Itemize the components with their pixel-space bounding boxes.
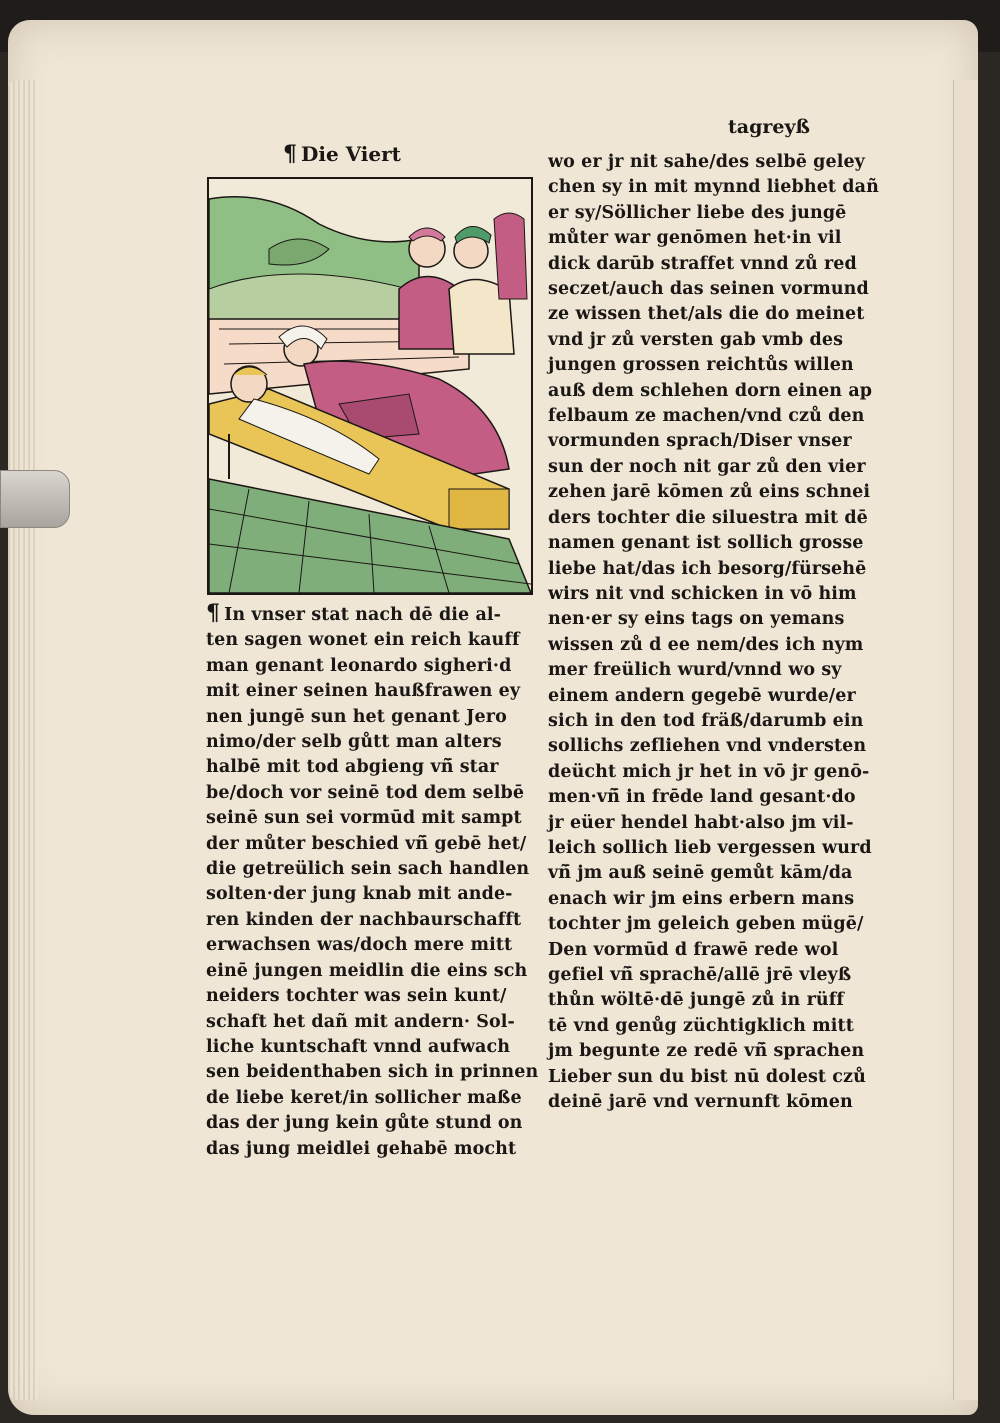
text-line: sen beidenthaben sich in prinnen [206,1062,539,1083]
facing-page-edge [953,80,978,1400]
text-line: thůn wöltē·dē jungē zů in rüff [548,990,844,1011]
text-line: liche kuntschaft vnnd aufwach [206,1036,511,1057]
text-line: ren kinden der nachbaurschafft [206,909,522,930]
text-line: můter war genōmen het·in vil [548,228,842,249]
text-line: nen jungē sun het genant Jero [206,706,507,727]
text-line: nimo/der selb gůtt man alters [206,732,502,753]
text-line: einē jungen meidlin die eins sch [206,960,528,981]
text-line: seinē sun sei vormūd mit sampt [206,808,522,829]
text-line: tē vnd genůg züchtigklich mitt [548,1015,854,1036]
text-line: das der jung kein gůte stund on [206,1113,523,1134]
text-line: das jung meidlei gehabē mocht [206,1138,517,1159]
running-head-left [283,141,401,167]
text-line: man genant leonardo sigheri·d [206,655,512,676]
text-line: schaft het dañ mit andern· Sol- [206,1011,515,1032]
text-line: felbaum ze machen/vnd czů den [548,406,865,427]
text-line: wirs nit vnd schicken in vō him [548,583,857,604]
text-line: be/doch vor seinē tod dem selbē [206,782,525,803]
text-line: auß dem schlehen dorn einen ap [548,380,873,401]
text-line: mit einer seinen haußfrawen ey [206,681,521,702]
running-head-left-text: Die Viert [301,142,401,166]
text-line: jm begunte ze redē vñ̄ sprachen [548,1041,865,1062]
text-line: chen sy in mit mynnd liebhet dañ [548,177,879,198]
text-line: einem andern gegebē wurde/er [548,685,856,706]
text-line: sollichs zefliehen vnd vndersten [548,736,867,757]
text-line: neiders tochter was sein kunt/ [206,986,507,1007]
text-line: die getreülich sein sach handlen [206,859,530,880]
text-line: men·vñ̄ in frēde land gesant·do [548,787,856,808]
pilcrow-icon: ¶ [283,141,297,167]
text-line: leich sollich lieb vergessen wurd [548,837,872,858]
text-line: er sy/Söllicher liebe des jungē [548,202,847,223]
text-line: liebe hat/das ich besorg/fürsehē [548,558,867,579]
text-line: gefiel vñ̄ sprachē/allē jrē vleyß [548,965,852,985]
woodcut-illustration [207,177,533,595]
text-line: de liebe keret/in sollicher maße [206,1087,522,1108]
woodcut-drawing [209,179,531,593]
text-line: jungen grossen reichtůs willen [548,355,854,376]
text-line: namen genant ist sollich grosse [548,533,864,554]
text-line: jr eüer hendel habt·also jm vil- [548,812,854,833]
text-line: wo er jr nit sahe/des selbē geley [548,152,865,172]
text-line: solten·der jung knab mit ande- [206,884,513,905]
text-line: erwachsen was/doch mere mitt [206,935,513,956]
text-line: mer freülich wurd/vnnd wo sy [548,660,842,681]
text-line: ze wissen thet/als die do meinet [548,304,865,325]
text-line: deücht mich jr het in vō jr genō- [548,761,870,782]
text-line: ten sagen wonet ein reich kauff [206,630,520,651]
pilcrow-icon: ¶ [206,600,221,626]
running-head-right: tagreyß [728,116,810,138]
text-line: der můter beschied vñ̄ gebē het/ [206,833,527,854]
text-line: wissen zů d ee nem/des ich nym [548,634,864,655]
text-line: sun der noch nit gar zů den vier [548,456,866,477]
page-clip [0,470,70,528]
text-line: zehen jarē kōmen zů eins schnei [548,482,871,503]
text-line: sich in den tod fräß/darumb ein [548,710,864,731]
left-text-column [206,600,539,1162]
text-line: dick darūb straffet vnnd zů red [548,253,857,274]
text-line: halbē mit tod abgieng vñ̄ star [206,757,499,778]
text-line: nen·er sy eins tags on yemans [548,609,845,630]
text-line: deinē jarē vnd vernunft kōmen [548,1092,853,1113]
page-edges [8,80,38,1400]
text-line-content: In vnser stat nach dē die al- [224,605,502,625]
text-line: Lieber sun du bist nū dolest czů [548,1066,866,1087]
text-line: Den vormūd d frawē rede wol [548,939,839,960]
text-line: vñ̄ jm auß seinē gemůt kām/da [548,863,853,884]
right-text-column [548,150,918,1115]
text-line [206,601,536,628]
text-line: vnd jr zů versten gab vmb des [548,329,844,350]
text-line: tochter jm geleich geben mügē/ [548,914,864,935]
text-line: vormunden sprach/Diser vnser [548,431,852,452]
text-line: ders tochter die siluestra mit dē [548,507,868,528]
text-line: seczet/auch das seinen vormund [548,279,869,300]
text-line: enach wir jm eins erbern mans [548,888,855,909]
